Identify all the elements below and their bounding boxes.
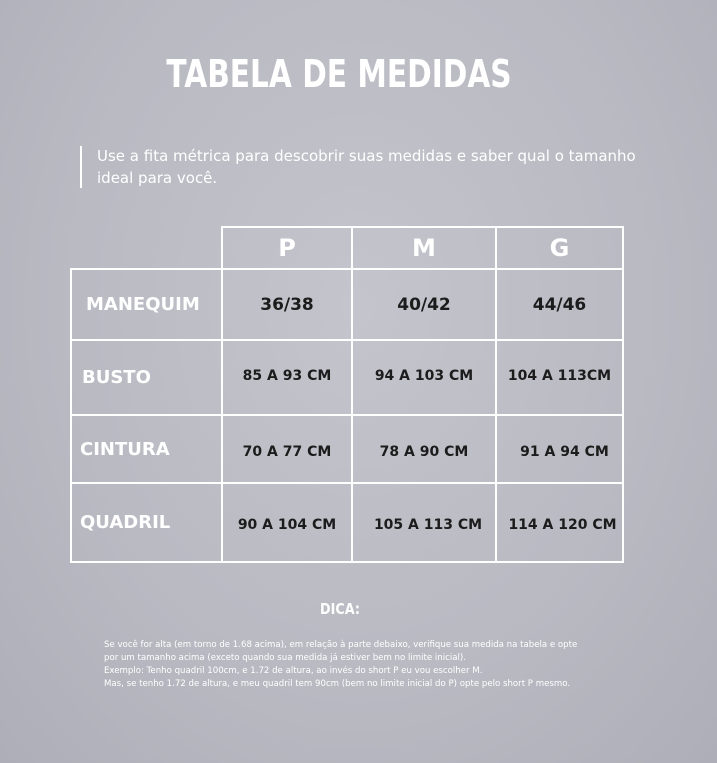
tip-title: DICA: bbox=[320, 600, 360, 618]
table-cell: 91 A 94 CM bbox=[520, 444, 609, 460]
table-cell: 40/42 bbox=[397, 294, 451, 315]
table-cell: 104 A 113CM bbox=[507, 368, 612, 384]
size-header-m: M bbox=[412, 234, 436, 262]
page-title: TABELA DE MEDIDAS bbox=[166, 52, 512, 96]
tip-text bbox=[104, 639, 594, 691]
table-cell: 114 A 120 CM bbox=[508, 516, 617, 533]
row-label-quadril: QUADRIL bbox=[80, 512, 171, 533]
table-cell: 70 A 77 CM bbox=[242, 444, 332, 460]
table-cell: 90 A 104 CM bbox=[237, 516, 337, 533]
size-header-g: G bbox=[549, 234, 570, 262]
row-label-manequim: MANEQUIM bbox=[86, 294, 200, 315]
table-border bbox=[70, 268, 72, 563]
tip-paragraph: Exemplo: Tenho quadril 100cm, e 1.72 de altura, ao invés do short P eu vou escolher M. bbox=[104, 666, 483, 676]
table-cell: 36/38 bbox=[260, 294, 314, 315]
intro-accent-bar bbox=[80, 146, 82, 188]
table-cell: 78 A 90 CM bbox=[379, 444, 469, 460]
intro-text: Use a fita métrica para descobrir suas medidas e saber qual o tamanho ideal para você. bbox=[97, 147, 636, 187]
size-header-p: P bbox=[278, 234, 296, 262]
tip-paragraph: Mas, se tenho 1.72 de altura, e meu quadril tem 90cm (bem no limite inicial do P) opte pelo short P mesmo. bbox=[104, 679, 571, 689]
table-cell: 105 A 113 CM bbox=[373, 516, 483, 533]
row-label-busto: BUSTO bbox=[82, 367, 151, 388]
table-cell: 85 A 93 CM bbox=[242, 368, 332, 384]
tip-paragraph: Se você for alta (em torno de 1.68 acima), em relação à parte debaixo, verifique sua medida na tabela e opte por um tamanho acima (exceto quando sua medida já estiver bem no limite inicial). bbox=[104, 640, 578, 663]
table-cell: 94 A 103 CM bbox=[374, 368, 474, 384]
table-cell: 44/46 bbox=[532, 294, 587, 315]
row-label-cintura: CINTURA bbox=[80, 438, 170, 460]
